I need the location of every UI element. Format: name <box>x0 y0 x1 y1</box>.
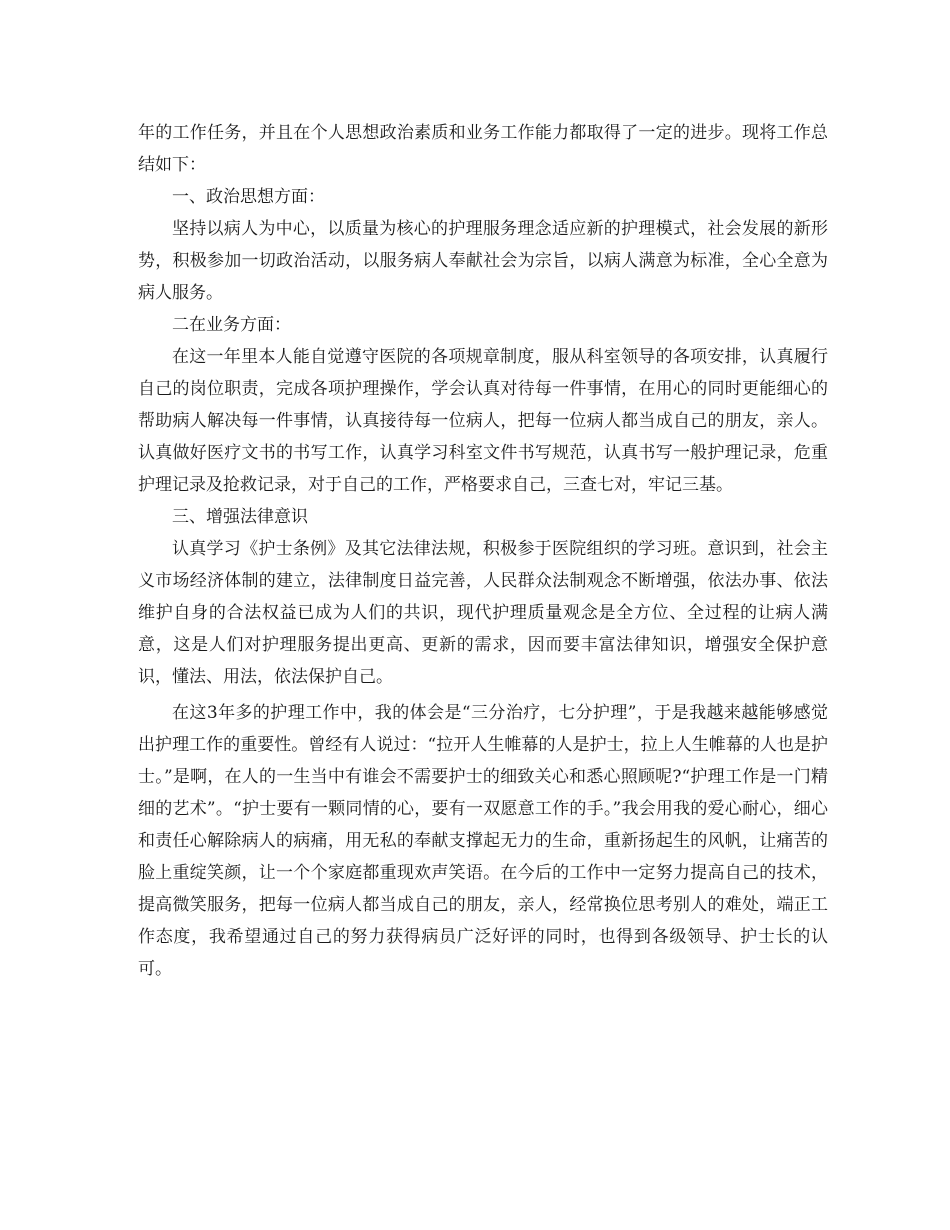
section-heading-law: 三、增强法律意识 <box>172 507 308 527</box>
document-body <box>138 117 828 985</box>
section-heading-business: 二在业务方面： <box>172 315 291 335</box>
law-paragraph: 认真学习《护士条例》及其它法律法规，积极参于医院组织的学习班。意识到，社会主义市场经济体制的建立，法律制度日益完善，人民群众法制观念不断增强，依法办事、依法维护自身的合法权益已成为人们的共识，现代护理质量观念是全方位、全过程的让病人满意，这是人们对护理服务提出更高、更新的需求，因而要丰富法律知识，增强安全保护意识，懂法、用法，依法保护自己。 <box>138 539 828 687</box>
politics-paragraph: 坚持以病人为中心，以质量为核心的护理服务理念适应新的护理模式，社会发展的新形势，积极参加一切政治活动，以服务病人奉献社会为宗旨，以病人满意为标准，全心全意为病人服务。 <box>138 219 828 303</box>
business-paragraph: 在这一年里本人能自觉遵守医院的各项规章制度，服从科室领导的各项安排，认真履行自己的岗位职责，完成各项护理操作，学会认真对待每一件事情，在用心的同时更能细心的帮助病人解决每一件事情，认真接待每一位病人，把每一位病人都当成自己的朋友，亲人。认真做好医疗文书的书写工作，认真学习科室文件书写规范，认真书写一般护理记录，危重护理记录及抢救记录，对于自己的工作，严格要求自己，三查七对，牢记三基。 <box>138 347 828 495</box>
reflection-paragraph: 在这3年多的护理工作中，我的体会是“三分治疗，七分护理”，于是我越来越能够感觉出护理工作的重要性。曾经有人说过：“拉开人生帷幕的人是护士，拉上人生帷幕的人也是护士。”是啊，在人的一生当中有谁会不需要护士的细致关心和悉心照顾呢?“护理工作是一门精细的艺术”。“护士要有一颗同情的心，要有一双愿意工作的手。”我会用我的爱心耐心，细心和责任心解除病人的病痛，用无私的奉献支撑起无力的生命，重新扬起生的风帆，让痛苦的脸上重绽笑颜，让一个个家庭都重现欢声笑语。在今后的工作中一定努力提高自己的技术，提高微笑服务，把每一位病人都当成自己的朋友，亲人，经常换位思考别人的难处，端正工作态度，我希望通过自己的努力获得病员广泛好评的同时，也得到各级领导、护士长的认可。 <box>138 703 828 979</box>
intro-paragraph: 年的工作任务，并且在个人思想政治素质和业务工作能力都取得了一定的进步。现将工作总结如下： <box>138 123 828 175</box>
section-heading-politics: 一、政治思想方面： <box>172 187 325 207</box>
